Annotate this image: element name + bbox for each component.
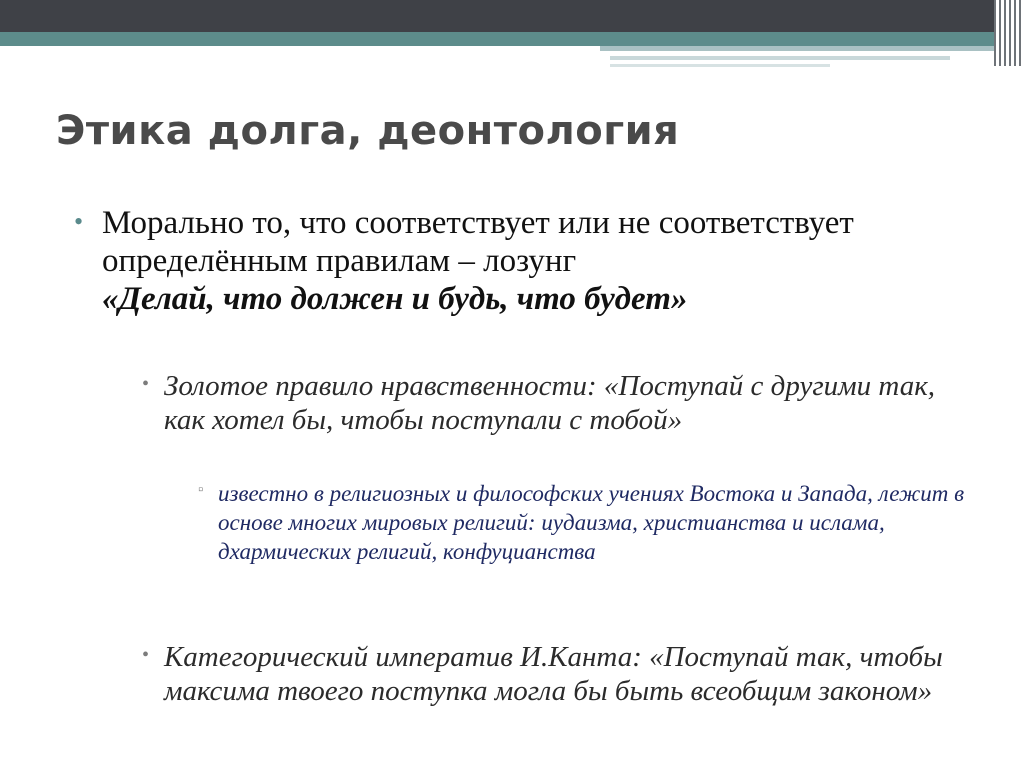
slide-title: Этика долга, деонтология [56,108,680,154]
top-bar-accent-line [610,56,950,60]
sub-bullet-icon: ▫ [198,482,204,498]
top-bar-dark-band [0,0,1024,32]
bullet-main-quote: «Делай, что должен и будь, что будет» [102,281,688,317]
bullet-main [102,204,982,318]
bullet-icon: • [142,373,150,395]
top-bar-teal-band [0,32,1024,46]
top-bar-accent-line [600,46,1000,51]
bullet-icon: • [142,644,150,666]
sub-bullet-religions: известно в религиозных и философских учениях Востока и Запада, лежит в основе многих мировых религий: иудаизма, христианства и ислама, дхармических религий, конфуцианства [218,481,965,564]
bullet-kant-imperative: Категорический императив И.Канта: «Поступай так, чтобы максима твоего поступка могла бы быть всеобщим законом» [164,641,943,707]
top-bar-accent-line [610,64,830,67]
bullet-golden-rule: Золотое правило нравственности: «Поступай с другими так, как хотел бы, чтобы поступали с тобой» [164,370,936,436]
bullet-icon: • [74,207,84,236]
corner-stripes-decoration [994,0,1024,66]
bullet-main-text: Морально то, что соответствует или не соответствует определённым правилам – лозунг [102,205,854,279]
